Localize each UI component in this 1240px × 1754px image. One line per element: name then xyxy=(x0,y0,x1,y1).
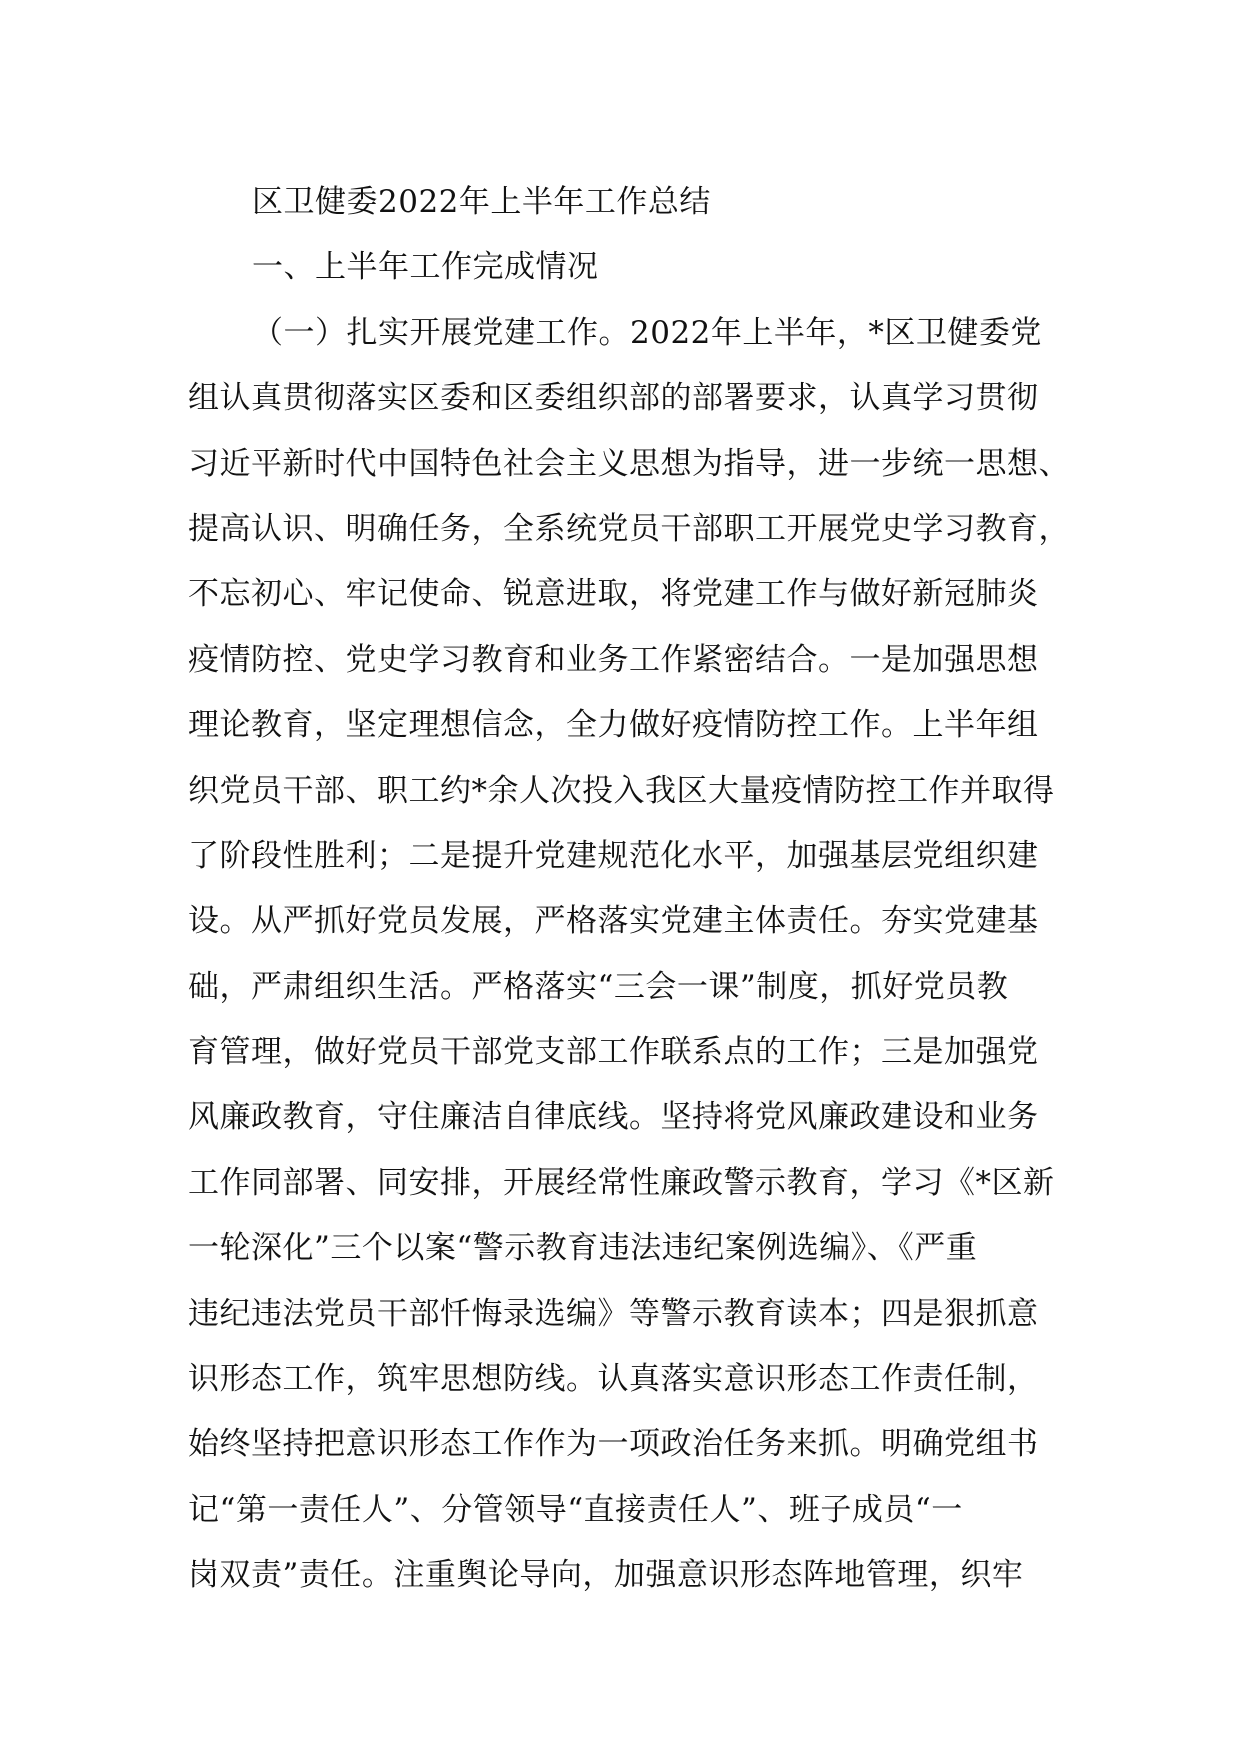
paragraph-line: 识形态工作，筑牢思想防线。认真落实意识形态工作责任制， xyxy=(188,1361,1039,1398)
paragraph-line: 岗双责”责任。注重舆论导向，加强意识形态阵地管理，织牢 xyxy=(188,1557,1024,1594)
document-body xyxy=(188,170,1068,1609)
paragraph-line: 始终坚持把意识形态工作作为一项政治任务来抓。明确党组书 xyxy=(188,1426,1039,1463)
paragraph-line: 理论教育，坚定理想信念，全力做好疫情防控工作。上半年组 xyxy=(188,707,1039,744)
paragraph-line: 了阶段性胜利；二是提升党建规范化水平，加强基层党组织建 xyxy=(188,837,1039,874)
paragraph-line: （一）扎实开展党建工作。2022年上半年，*区卫健委党 xyxy=(252,314,1042,351)
paragraph-line: 设。从严抓好党员发展，严格落实党建主体责任。夯实党建基 xyxy=(188,903,1039,940)
paragraph-line: 不忘初心、牢记使命、锐意进取，将党建工作与做好新冠肺炎 xyxy=(188,576,1039,613)
paragraph-line: 违纪违法党员干部忏悔录选编》等警示教育读本；四是狠抓意 xyxy=(188,1295,1039,1332)
paragraph-line: 风廉政教育，守住廉洁自律底线。坚持将党风廉政建设和业务 xyxy=(188,1099,1039,1136)
paragraph-line: 习近平新时代中国特色社会主义思想为指导，进一步统一思想、 xyxy=(188,445,1070,482)
paragraph-line: 织党员干部、职工约*余人次投入我区大量疫情防控工作并取得 xyxy=(188,772,1055,809)
paragraph-line: 疫情防控、党史学习教育和业务工作紧密结合。一是加强思想 xyxy=(188,641,1039,678)
paragraph-line: 记“第一责任人”、分管领导“直接责任人”、班子成员“一 xyxy=(188,1491,963,1528)
paragraph-line: 一轮深化”三个以案“警示教育违法违纪案例选编》、《严重 xyxy=(188,1230,978,1267)
paragraph-line: 提高认识、明确任务，全系统党员干部职工开展党史学习教育， xyxy=(188,510,1070,547)
paragraph-line: 工作同部署、同安排，开展经常性廉政警示教育，学习《*区新 xyxy=(188,1164,1055,1201)
paragraph-line: 育管理，做好党员干部党支部工作联系点的工作；三是加强党 xyxy=(188,1034,1039,1071)
paragraph-line: 础，严肃组织生活。严格落实“三会一课”制度，抓好党员教 xyxy=(188,968,1009,1005)
document-title: 区卫健委2022年上半年工作总结 xyxy=(252,184,711,220)
section-heading: 一、上半年工作完成情况 xyxy=(252,249,599,286)
paragraph-line: 组认真贯彻落实区委和区委组织部的部署要求，认真学习贯彻 xyxy=(188,380,1039,417)
